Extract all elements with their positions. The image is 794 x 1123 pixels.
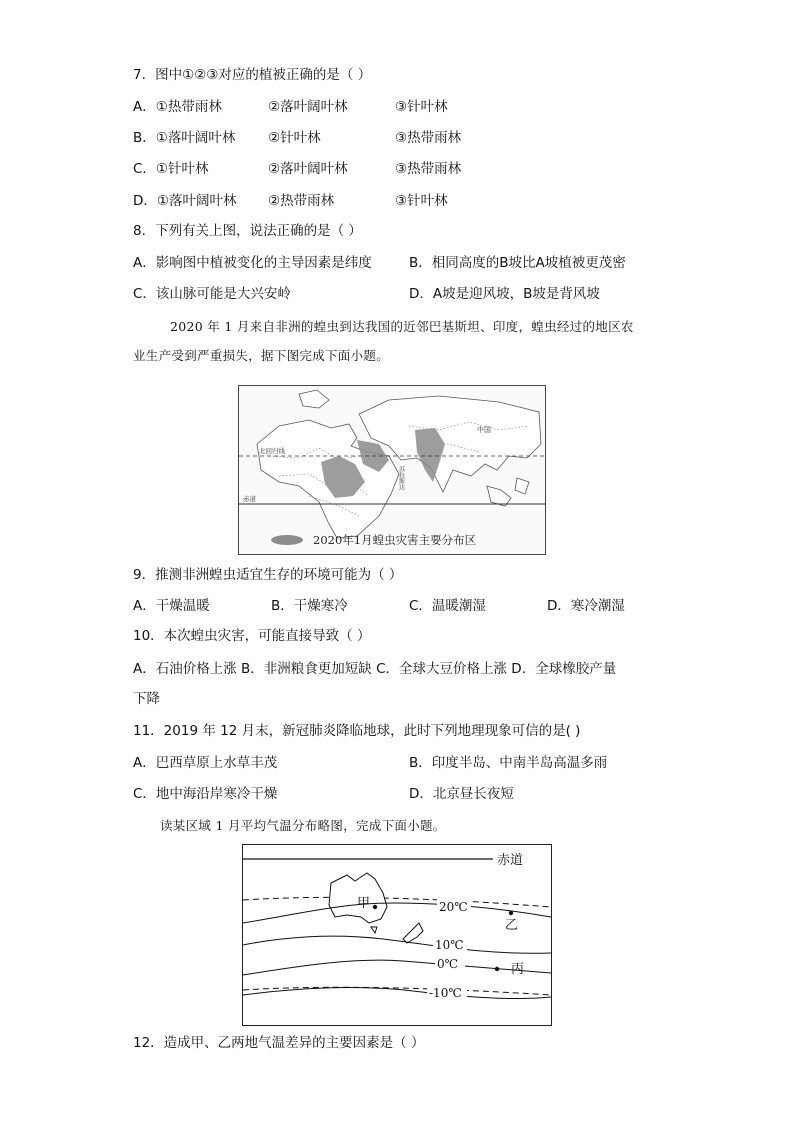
intro2-line1: 读某区域 1 月平均气温分布略图，完成下面小题。 <box>160 818 446 833</box>
q11-option-d: D．北京昼长夜短 <box>409 786 514 802</box>
q7-option-a-3: ③针叶林 <box>395 99 448 115</box>
q8-stem: 8．下列有关上图，说法正确的是（ ） <box>133 223 362 239</box>
point-yi-label: 乙 <box>505 918 519 933</box>
map1-label-equator: 赤道 <box>243 495 256 503</box>
q11-option-c: C．地中海沿岸寒冷干燥 <box>133 786 278 802</box>
q7-option-c-2: ②落叶阔叶林 <box>268 161 348 177</box>
q7-stem: 7．图中①②③对应的植被正确的是（ ） <box>133 67 372 83</box>
q7-option-a-1: A．①热带雨林 <box>133 99 222 115</box>
q9-option-b: B．干燥寒冷 <box>271 598 348 614</box>
q12-stem: 12．造成甲、乙两地气温差异的主要因素是（ ） <box>133 1035 425 1051</box>
philippines-outline <box>515 478 529 494</box>
q9-option-d: D．寒冷潮湿 <box>547 598 625 614</box>
q8-option-b: B．相同高度的B坡比A坡植被更茂密 <box>409 255 626 271</box>
q8-option-d: D．A坡是迎风坡，B坡是背风坡 <box>409 286 600 302</box>
q11-option-b: B．印度半岛、中南半岛高温多雨 <box>409 755 608 771</box>
isotherm-20: 20℃ <box>439 900 468 914</box>
isotherm-map-svg <box>243 845 551 1025</box>
legend-swatch <box>271 535 303 545</box>
q7-option-d-1: D．①落叶阔叶林 <box>133 193 237 209</box>
q10-stem: 10．本次蝗虫灾害，可能直接导致（ ） <box>133 628 371 644</box>
q7-option-b-1: B．①落叶阔叶林 <box>133 130 236 146</box>
q7-option-c-3: ③热带雨林 <box>395 161 462 177</box>
q7-option-b-2: ②针叶林 <box>268 130 321 146</box>
isotherm-10: 10℃ <box>435 938 464 952</box>
map1-legend-text: 2020年1月蝗虫灾害主要分布区 <box>313 533 477 547</box>
q7-option-c-1: C．①针叶林 <box>133 161 209 177</box>
q9-option-c: C．温暖潮湿 <box>409 598 486 614</box>
q9-stem: 9．推测非洲蝗虫适宜生存的环境可能为（ ） <box>133 567 403 583</box>
q10-options: A．石油价格上涨 B．非洲粮食更加短缺 C．全球大豆价格上涨 D．全球橡胶产量 <box>133 661 617 677</box>
se-asia-islands <box>487 486 511 506</box>
intro1-line1: 2020 年 1 月来自非洲的蝗虫到达我国的近邻巴基斯坦、印度，蝗虫经过的地区农 <box>170 319 634 334</box>
locust-map <box>238 385 546 555</box>
point-jia-dot <box>373 905 377 909</box>
q7-option-d-2: ②热带雨林 <box>268 193 335 209</box>
q7-option-b-3: ③热带雨林 <box>395 130 462 146</box>
map1-label-china: 中国 <box>477 426 491 434</box>
isotherm-0: 0℃ <box>437 957 459 971</box>
map1-label-tropic: 北回归线 <box>259 447 285 455</box>
q8-option-c: C．该山脉可能是大兴安岭 <box>133 286 291 302</box>
q7-option-d-3: ③针叶林 <box>395 193 448 209</box>
isotherm-minus10: -10℃ <box>429 986 462 1000</box>
q8-option-a: A．影响图中植被变化的主导因素是纬度 <box>133 255 372 271</box>
point-bing-label: 丙 <box>511 962 525 977</box>
intro1-line2: 业生产受到严重损失，据下图完成下面小题。 <box>133 348 390 363</box>
europe-north-outline <box>299 390 329 408</box>
locust-map-svg <box>239 386 545 554</box>
tasmania-outline <box>371 927 377 933</box>
q11-option-a: A．巴西草原上水草丰茂 <box>133 755 278 771</box>
q9-option-a: A．干燥温暖 <box>133 598 210 614</box>
q11-stem: 11．2019 年 12 月末，新冠肺炎降临地球，此时下列地理现象可信的是( ) <box>133 723 581 739</box>
q10-options-cont: 下降 <box>133 691 160 707</box>
point-jia-label: 甲 <box>357 896 371 911</box>
equator-label: 赤道 <box>497 853 524 868</box>
newzealand-outline <box>403 923 423 943</box>
isotherm-map <box>242 844 552 1026</box>
point-yi-dot <box>509 911 513 915</box>
point-bing-dot <box>495 967 499 971</box>
map1-label-vertical: 苏拉斯达 <box>397 466 405 490</box>
q7-option-a-2: ②落叶阔叶林 <box>268 99 348 115</box>
